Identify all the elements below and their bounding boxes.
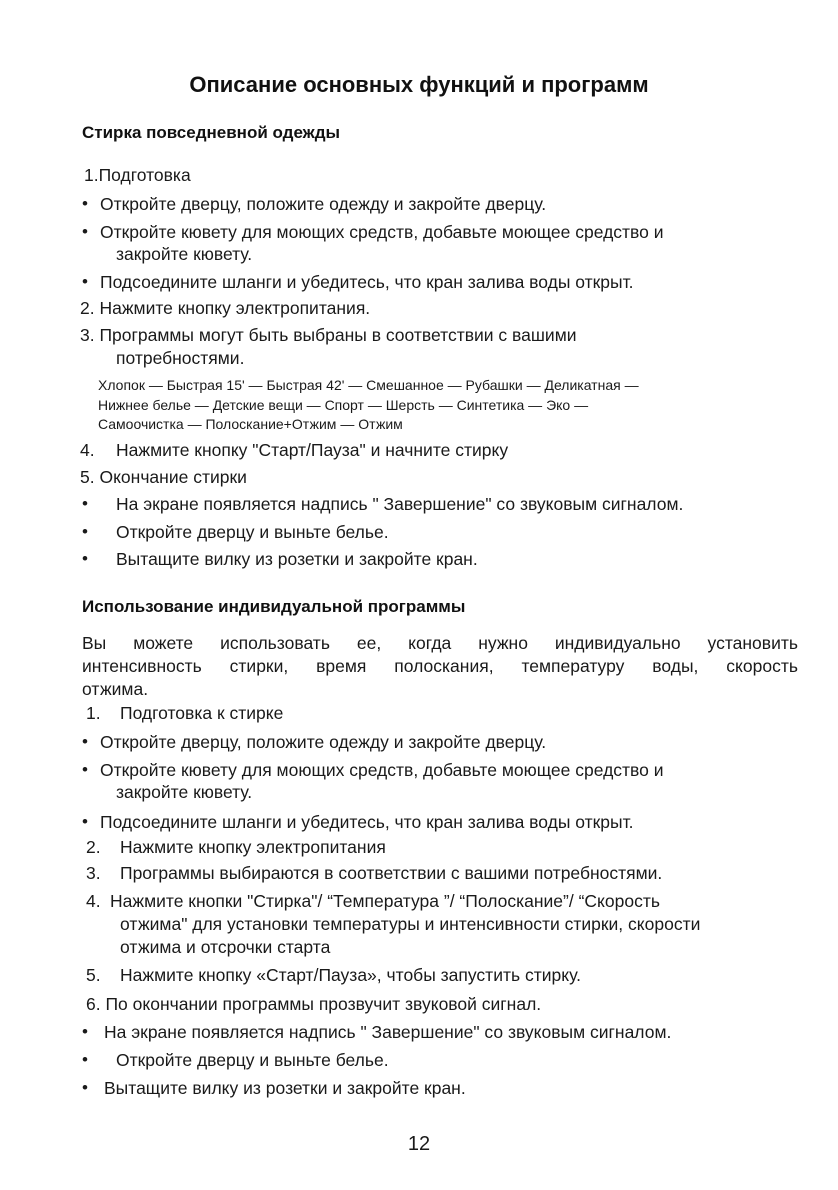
section1-heading: Стирка повседневной одежды — [82, 123, 341, 142]
s2-end1: На экране появляется надпись " Завершение" со звуковым сигналом. — [104, 1022, 672, 1042]
s2-step5: Нажмите кнопку «Старт/Пауза», чтобы запустить стирку. — [120, 965, 581, 985]
bullet-icon: • — [82, 549, 88, 568]
s1-step3b: потребностями. — [116, 348, 245, 368]
s1-step1: 1.Подготовка — [84, 165, 191, 185]
program-list-line2: Нижнее белье — Детские вещи — Спорт — Шерсть — Синтетика — Эко — — [98, 397, 589, 413]
program-list-line3: Самоочистка — Полоскание+Отжим — Отжим — [98, 416, 403, 432]
s1-bullet1: Откройте дверцу, положите одежду и закройте дверцу. — [100, 194, 547, 214]
s2-step1-number: 1. — [86, 703, 101, 723]
bullet-icon: • — [82, 194, 88, 213]
bullet-icon: • — [82, 812, 88, 831]
section2-heading: Использование индивидуальной программы — [82, 597, 466, 616]
page-title: Описание основных функций и программ — [189, 72, 649, 97]
bullet-icon: • — [82, 732, 88, 751]
s2-step3: Программы выбираются в соответствии с вашими потребностями. — [120, 863, 663, 883]
bullet-icon: • — [82, 494, 88, 513]
s2-end3: Вытащите вилку из розетки и закройте кран. — [104, 1078, 466, 1098]
s2-intro-line1: Вы можете использовать ее, когда нужно индивидуально установить — [82, 633, 798, 653]
s1-step2: 2. Нажмите кнопку электропитания. — [80, 298, 371, 318]
s1-step5: 5. Окончание стирки — [80, 467, 247, 487]
bullet-icon: • — [82, 760, 88, 779]
s2-step4a: Нажмите кнопки "Стирка"/ “Температура ”/ “Полоскание”/ “Скорость — [110, 891, 660, 911]
bullet-icon: • — [82, 1078, 88, 1097]
s1-end3: Вытащите вилку из розетки и закройте кран. — [116, 549, 478, 569]
s2-step4b: отжима" для установки температуры и интенсивности стирки, скорости — [120, 914, 701, 934]
s1-end1: На экране появляется надпись " Завершение" со звуковым сигналом. — [116, 494, 684, 514]
s2-bullet2a: Откройте кювету для моющих средств, добавьте моющее средство и — [100, 760, 664, 780]
s2-step5-number: 5. — [86, 965, 101, 985]
s1-step3a: 3. Программы могут быть выбраны в соответствии с вашими — [80, 325, 577, 345]
s2-step4c: отжима и отсрочки старта — [120, 937, 331, 957]
s2-bullet1: Откройте дверцу, положите одежду и закройте дверцу. — [100, 732, 547, 752]
s2-step2-number: 2. — [86, 837, 101, 857]
s2-bullet3: Подсоедините шланги и убедитесь, что кран залива воды открыт. — [100, 812, 634, 832]
program-list-line1: Хлопок — Быстрая 15' — Быстрая 42' — Смешанное — Рубашки — Деликатная — — [98, 377, 639, 393]
bullet-icon: • — [82, 1022, 88, 1041]
s1-bullet2b: закройте кювету. — [116, 244, 253, 264]
s2-intro-line3: отжима. — [82, 679, 149, 699]
s1-end2: Откройте дверцу и выньте белье. — [116, 522, 389, 542]
s2-intro-line2: интенсивность стирки, время полоскания, температуру воды, скорость — [82, 656, 798, 676]
bullet-icon: • — [82, 522, 88, 541]
bullet-icon: • — [82, 1050, 88, 1069]
s1-bullet3: Подсоедините шланги и убедитесь, что кран залива воды открыт. — [100, 272, 634, 292]
s2-step2: Нажмите кнопку электропитания — [120, 837, 386, 857]
s2-step6: 6. По окончании программы прозвучит звуковой сигнал. — [86, 994, 542, 1014]
s2-step1: Подготовка к стирке — [120, 703, 284, 723]
s2-end2: Откройте дверцу и выньте белье. — [116, 1050, 389, 1070]
s1-step4-number: 4. — [80, 440, 95, 460]
s1-bullet2a: Откройте кювету для моющих средств, добавьте моющее средство и — [100, 222, 664, 242]
s2-bullet2b: закройте кювету. — [116, 782, 253, 802]
bullet-icon: • — [82, 222, 88, 241]
s2-step4-number: 4. — [86, 891, 101, 911]
page-number: 12 — [407, 1133, 431, 1155]
bullet-icon: • — [82, 272, 88, 291]
s1-step4: Нажмите кнопку "Старт/Пауза" и начните стирку — [116, 440, 509, 460]
s2-step3-number: 3. — [86, 863, 101, 883]
